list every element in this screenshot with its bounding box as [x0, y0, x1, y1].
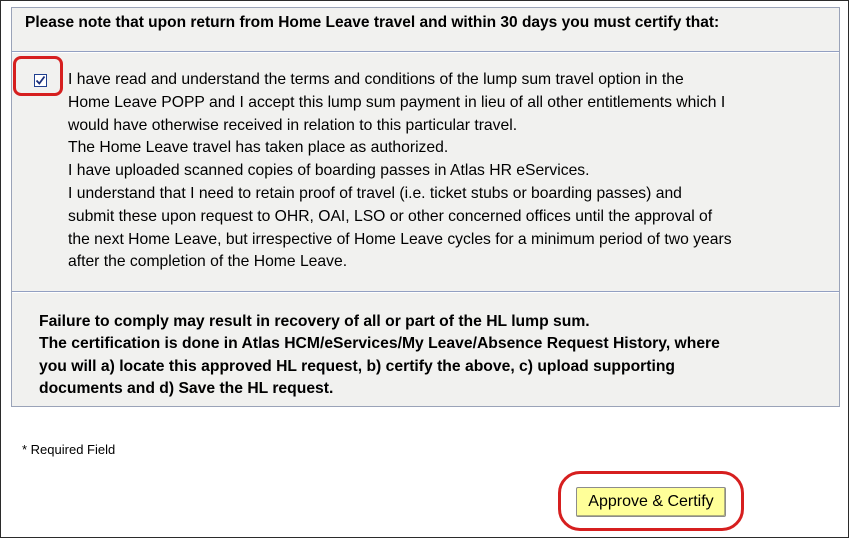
checkmark-icon	[35, 75, 46, 86]
cert-line: I understand that I need to retain proof of travel (i.e. ticket stubs or boarding passes) and	[68, 184, 682, 202]
approve-certify-button[interactable]: Approve & Certify	[576, 487, 726, 517]
certify-checkbox[interactable]	[34, 74, 47, 87]
cert-line: I have uploaded scanned copies of boarding passes in Atlas HR eServices.	[68, 162, 590, 180]
cert-line: Home Leave POPP and I accept this lump sum payment in lieu of all other entitlements which I	[68, 93, 726, 111]
certification-text	[68, 69, 848, 274]
cert-line: submit these upon request to OHR, OAI, LSO or other concerned offices until the approval of	[68, 207, 713, 225]
cert-line: I have read and understand the terms and conditions of the lump sum travel option in the	[68, 71, 684, 88]
failure-warning	[39, 311, 720, 400]
notice-heading: Please note that upon return from Home Leave travel and within 30 days you must certify that:	[25, 14, 720, 31]
failure-line: The certification is done in Atlas HCM/eServices/My Leave/Absence Request History, where	[39, 335, 720, 353]
failure-line: you will a) locate this approved HL request, b) certify the above, c) upload supporting	[39, 357, 676, 375]
cert-line: after the completion of the Home Leave.	[68, 253, 348, 271]
failure-line: documents and d) Save the HL request.	[39, 379, 334, 397]
divider-top	[12, 51, 839, 53]
required-field-note: * Required Field	[22, 442, 116, 457]
divider-bottom	[12, 291, 839, 293]
failure-line: Failure to comply may result in recovery of all or part of the HL lump sum.	[39, 313, 590, 330]
cert-line: would have otherwise received in relation to this particular travel.	[68, 116, 518, 134]
certification-panel	[11, 7, 840, 407]
cert-line: the next Home Leave, but irrespective of Home Leave cycles for a minimum period of two years	[68, 230, 732, 248]
cert-line: The Home Leave travel has taken place as authorized.	[68, 139, 449, 157]
